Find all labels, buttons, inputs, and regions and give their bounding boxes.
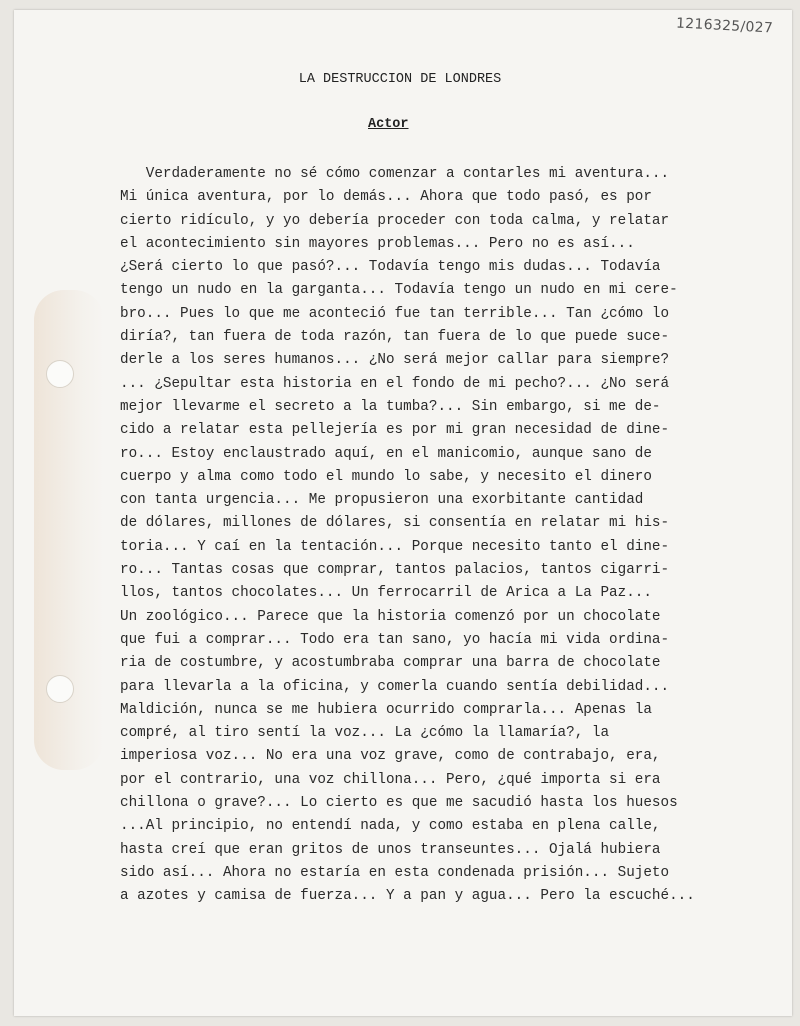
punch-hole-top [46,360,74,388]
text-line: Verdaderamente no sé cómo comenzar a contarles mi aventura... [120,166,670,182]
text-line: ...Al principio, no entendí nada, y como estaba en plena calle, [120,818,661,835]
document-title: LA DESTRUCCION DE LONDRES [298,72,502,87]
text-line: hasta creí que eran gritos de unos transeuntes... Ojalá hubiera [120,841,661,858]
text-line: cuerpo y alma como todo el mundo lo sabe, y necesito el dinero [120,468,652,485]
text-line: imperiosa voz... No era una voz grave, como de contrabajo, era, [120,748,661,765]
text-line: que fui a comprar... Todo era tan sano, yo hacía mi vida ordina- [120,631,670,648]
text-line: ... ¿Sepultar esta historia en el fondo de mi pecho?... ¿No será [120,375,670,392]
text-line: tengo un nudo en la garganta... Todavía tengo un nudo en mi cere- [120,282,678,299]
text-line: derle a los seres humanos... ¿No será mejor callar para siempre? [120,352,670,369]
archive-id: 1216325/027 [675,15,774,37]
text-line: Maldición, nunca se me hubiera ocurrido comprarla... Apenas la [120,701,652,718]
text-line: ro... Tantas cosas que comprar, tantos palacios, tantos cigarri- [120,562,670,579]
punch-hole-bottom [46,675,74,703]
body-text [120,163,695,909]
document-subtitle: Actor [368,117,409,132]
text-line: ro... Estoy enclaustrado aquí, en el manicomio, aunque sano de [120,445,652,462]
text-line: cido a relatar esta pellejería es por mi gran necesidad de dine- [120,422,670,439]
text-line: bro... Pues lo que me aconteció fue tan terrible... Tan ¿cómo lo [120,305,670,322]
text-line: llos, tantos chocolates... Un ferrocarril de Arica a La Paz... [120,585,652,602]
text-line: toria... Y caí en la tentación... Porque necesito tanto el dine- [120,538,670,555]
text-line: diría?, tan fuera de toda razón, tan fuera de lo que puede suce- [120,329,670,346]
text-line: para llevarla a la oficina, y comerla cuando sentía debilidad... [120,678,670,695]
text-line: cierto ridículo, y yo debería proceder con toda calma, y relatar [120,212,670,229]
text-line: ¿Será cierto lo que pasó?... Todavía tengo mis dudas... Todavía [120,259,661,276]
text-line: con tanta urgencia... Me propusieron una exorbitante cantidad [120,492,644,509]
text-line: por el contrario, una voz chillona... Pero, ¿qué importa si era [120,771,661,788]
text-line: ria de costumbre, y acostumbraba comprar una barra de chocolate [120,655,661,672]
text-line: el acontecimiento sin mayores problemas... Pero no es así... [120,235,635,252]
text-line: Un zoológico... Parece que la historia comenzó por un chocolate [120,608,661,625]
text-line: chillona o grave?... Lo cierto es que me sacudió hasta los huesos [120,795,678,812]
text-line: compré, al tiro sentí la voz... La ¿cómo la llamaría?, la [120,725,610,742]
text-line: a azotes y camisa de fuerza... Y a pan y agua... Pero la escuché... [120,888,695,905]
text-line: de dólares, millones de dólares, si consentía en relatar mi his- [120,515,670,532]
text-line: Mi única aventura, por lo demás... Ahora que todo pasó, es por [120,189,652,206]
text-line: sido así... Ahora no estaría en esta condenada prisión... Sujeto [120,864,670,881]
text-line: mejor llevarme el secreto a la tumba?... Sin embargo, si me de- [120,398,661,415]
